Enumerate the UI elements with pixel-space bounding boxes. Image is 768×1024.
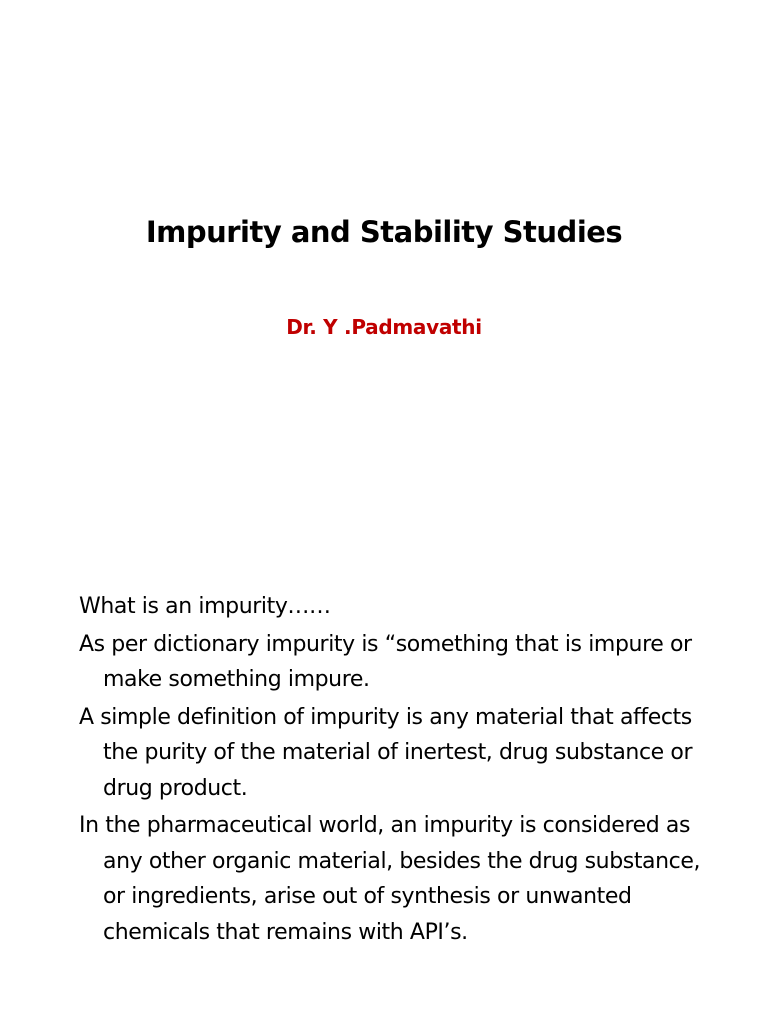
- slide-title: Impurity and Stability Studies: [145, 215, 623, 249]
- paragraph-dictionary-definition: As per dictionary impurity is “something that is impure or make something impure.: [79, 631, 692, 692]
- slide-body: [79, 589, 719, 952]
- paragraph-simple-definition: A simple definition of impurity is any material that affects the purity of the material of inertest, drug substance or drug product.: [79, 704, 693, 801]
- slide-author: Dr. Y .Padmavathi: [286, 315, 482, 339]
- paragraph-pharmaceutical-definition: In the pharmaceutical world, an impurity is considered as any other organic material, besides the drug substance, or ingredients, arise out of synthesis or unwanted chemicals that remains with API’s.: [79, 813, 701, 945]
- paragraph-question: What is an impurity……: [79, 594, 331, 619]
